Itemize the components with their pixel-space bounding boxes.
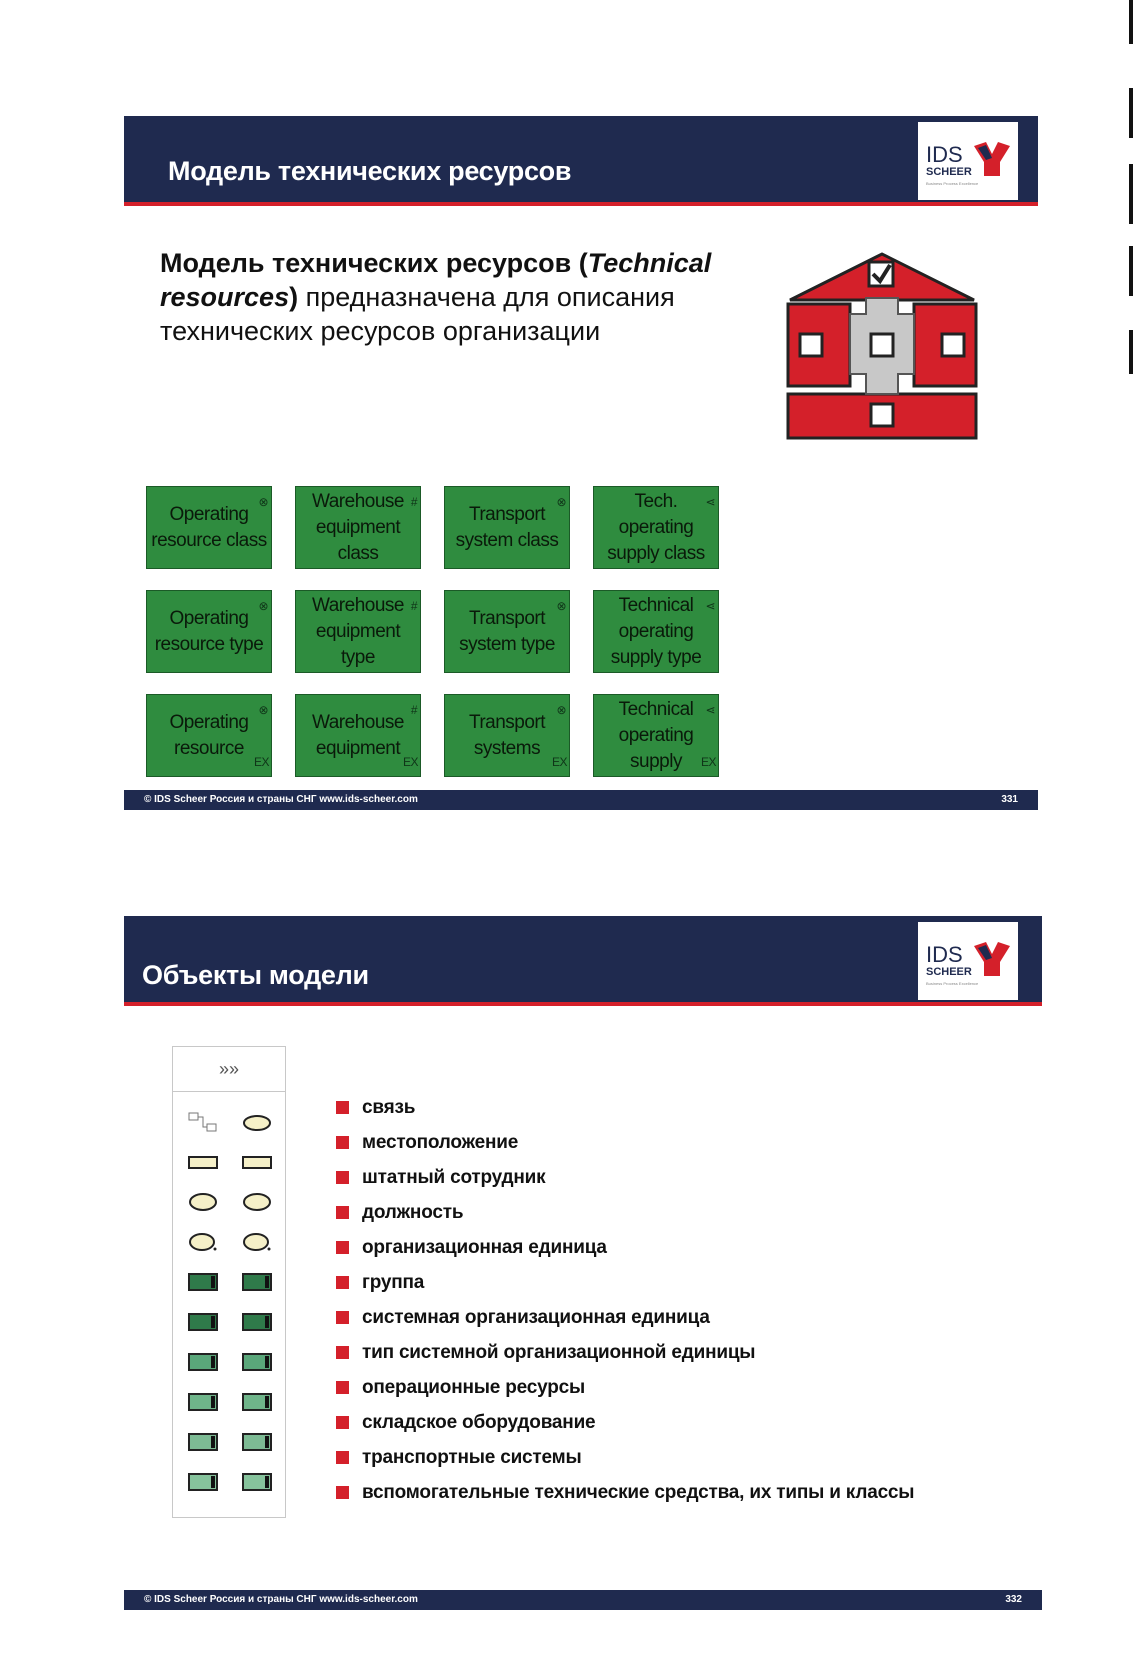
tech-supply-icon[interactable]	[183, 1389, 223, 1415]
cell-symbol-icon: #	[410, 495, 417, 509]
ids-scheer-logo	[918, 122, 1018, 200]
scan-edge-mark	[1129, 0, 1133, 44]
grid-cell: Technical operating supply ⋖ EX	[593, 694, 719, 777]
list-item: группа	[336, 1271, 914, 1306]
tech-supply-class-icon[interactable]	[183, 1429, 223, 1455]
list-item: должность	[336, 1201, 914, 1236]
list-item: вспомогательные технические средства, их типы и классы	[336, 1481, 914, 1516]
scan-edge-mark	[1129, 330, 1133, 374]
footer-copyright: © IDS Scheer Россия и страны СНГ www.ids-scheer.com	[144, 794, 418, 805]
resource-class-alt-icon[interactable]	[237, 1469, 277, 1495]
cell-symbol-icon: ⋖	[705, 703, 715, 717]
intro-bold: Модель технических ресурсов (	[160, 248, 588, 278]
operating-resource-icon[interactable]	[183, 1269, 223, 1295]
list-item: операционные ресурсы	[336, 1376, 914, 1411]
location-icon[interactable]	[237, 1109, 277, 1135]
object-type-grid	[146, 486, 719, 777]
warehouse-equipment-type-icon[interactable]	[237, 1309, 277, 1335]
ids-scheer-logo	[918, 922, 1018, 1000]
cell-symbol-icon: ⊗	[556, 703, 566, 717]
slide-title: Модель технических ресурсов	[168, 156, 572, 186]
transport-system-icon[interactable]	[183, 1349, 223, 1375]
logo-tagline: Business Process Excellence	[926, 181, 979, 186]
transport-system-type-icon[interactable]	[237, 1349, 277, 1375]
cell-symbol-icon: ⊗	[258, 599, 268, 613]
scan-edge-mark	[1129, 246, 1133, 296]
technical-resources-house-icon	[784, 248, 980, 444]
cell-symbol-icon: #	[410, 703, 417, 717]
list-item: транспортные системы	[336, 1446, 914, 1481]
grid-cell: Operating resource class ⊗	[146, 486, 272, 569]
logo-mark-icon	[974, 142, 1010, 176]
cell-symbol-icon: ⊗	[258, 703, 268, 717]
grid-cell: Tech. operating supply class ⋖	[593, 486, 719, 569]
slide-332	[124, 916, 1042, 1610]
intro-text	[160, 246, 720, 348]
system-org-unit-type-icon[interactable]	[237, 1229, 277, 1255]
intro-close: )	[289, 282, 299, 312]
slide-footer	[124, 1590, 1042, 1610]
org-unit-icon[interactable]	[183, 1189, 223, 1215]
list-item: связь	[336, 1096, 914, 1131]
symbol-palette	[172, 1046, 286, 1518]
grid-cell: Transport system type ⊗	[444, 590, 570, 673]
group-icon[interactable]	[237, 1189, 277, 1215]
slide-331	[124, 116, 1038, 810]
list-item: штатный сотрудник	[336, 1166, 914, 1201]
cell-symbol-icon: ⋖	[705, 599, 715, 613]
grid-cell: Operating resource type ⊗	[146, 590, 272, 673]
logo-ids-text: IDS	[926, 142, 963, 167]
page-number: 332	[1005, 1594, 1022, 1605]
list-item: местоположение	[336, 1131, 914, 1166]
cell-symbol-icon: ⊗	[258, 495, 268, 509]
connection-icon[interactable]	[183, 1109, 223, 1135]
logo-scheer-text: SCHEER	[926, 166, 972, 178]
intro-rest: предназначена для описания технических ресурсов организации	[160, 282, 675, 346]
grid-cell: Operating resource ⊗ EX	[146, 694, 272, 777]
slide-footer	[124, 790, 1038, 810]
palette-expand-button[interactable]: »»	[173, 1047, 285, 1092]
position-icon[interactable]	[237, 1149, 277, 1175]
slide-title: Объекты модели	[142, 960, 369, 990]
intro-italic: Technical resources	[160, 248, 712, 312]
grid-cell: Technical operating supply type ⋖	[593, 590, 719, 673]
list-item: тип системной организационной единицы	[336, 1341, 914, 1376]
list-item: складское оборудование	[336, 1411, 914, 1446]
grid-cell: Transport system class ⊗	[444, 486, 570, 569]
tech-supply-type-icon[interactable]	[237, 1389, 277, 1415]
resource-class-icon[interactable]	[183, 1469, 223, 1495]
list-item: системная организационная единица	[336, 1306, 914, 1341]
logo-scheer-text: SCHEER	[926, 966, 972, 978]
tech-supply-class-alt-icon[interactable]	[237, 1429, 277, 1455]
employee-icon[interactable]	[183, 1149, 223, 1175]
cell-symbol-icon: ⋖	[705, 495, 715, 509]
grid-cell: Transport systems ⊗ EX	[444, 694, 570, 777]
object-list	[336, 1096, 914, 1516]
page-number: 331	[1001, 794, 1018, 805]
scan-edge-mark	[1129, 88, 1133, 138]
palette-grid	[183, 1109, 277, 1495]
logo-mark-icon	[974, 942, 1010, 976]
grid-cell: Warehouse equipment type #	[295, 590, 421, 673]
logo-ids-text: IDS	[926, 942, 963, 967]
slide-header	[124, 916, 1042, 1006]
warehouse-equipment-icon[interactable]	[183, 1309, 223, 1335]
cell-symbol-icon: #	[410, 599, 417, 613]
system-org-unit-icon[interactable]	[183, 1229, 223, 1255]
list-item: организационная единица	[336, 1236, 914, 1271]
grid-cell: Warehouse equipment class #	[295, 486, 421, 569]
footer-copyright: © IDS Scheer Россия и страны СНГ www.ids-scheer.com	[144, 1594, 418, 1605]
operating-resource-type-icon[interactable]	[237, 1269, 277, 1295]
cell-symbol-icon: ⊗	[556, 495, 566, 509]
scan-edge-mark	[1129, 164, 1133, 224]
slide-header	[124, 116, 1038, 206]
logo-tagline: Business Process Excellence	[926, 981, 979, 986]
cell-symbol-icon: ⊗	[556, 599, 566, 613]
grid-cell: Warehouse equipment # EX	[295, 694, 421, 777]
